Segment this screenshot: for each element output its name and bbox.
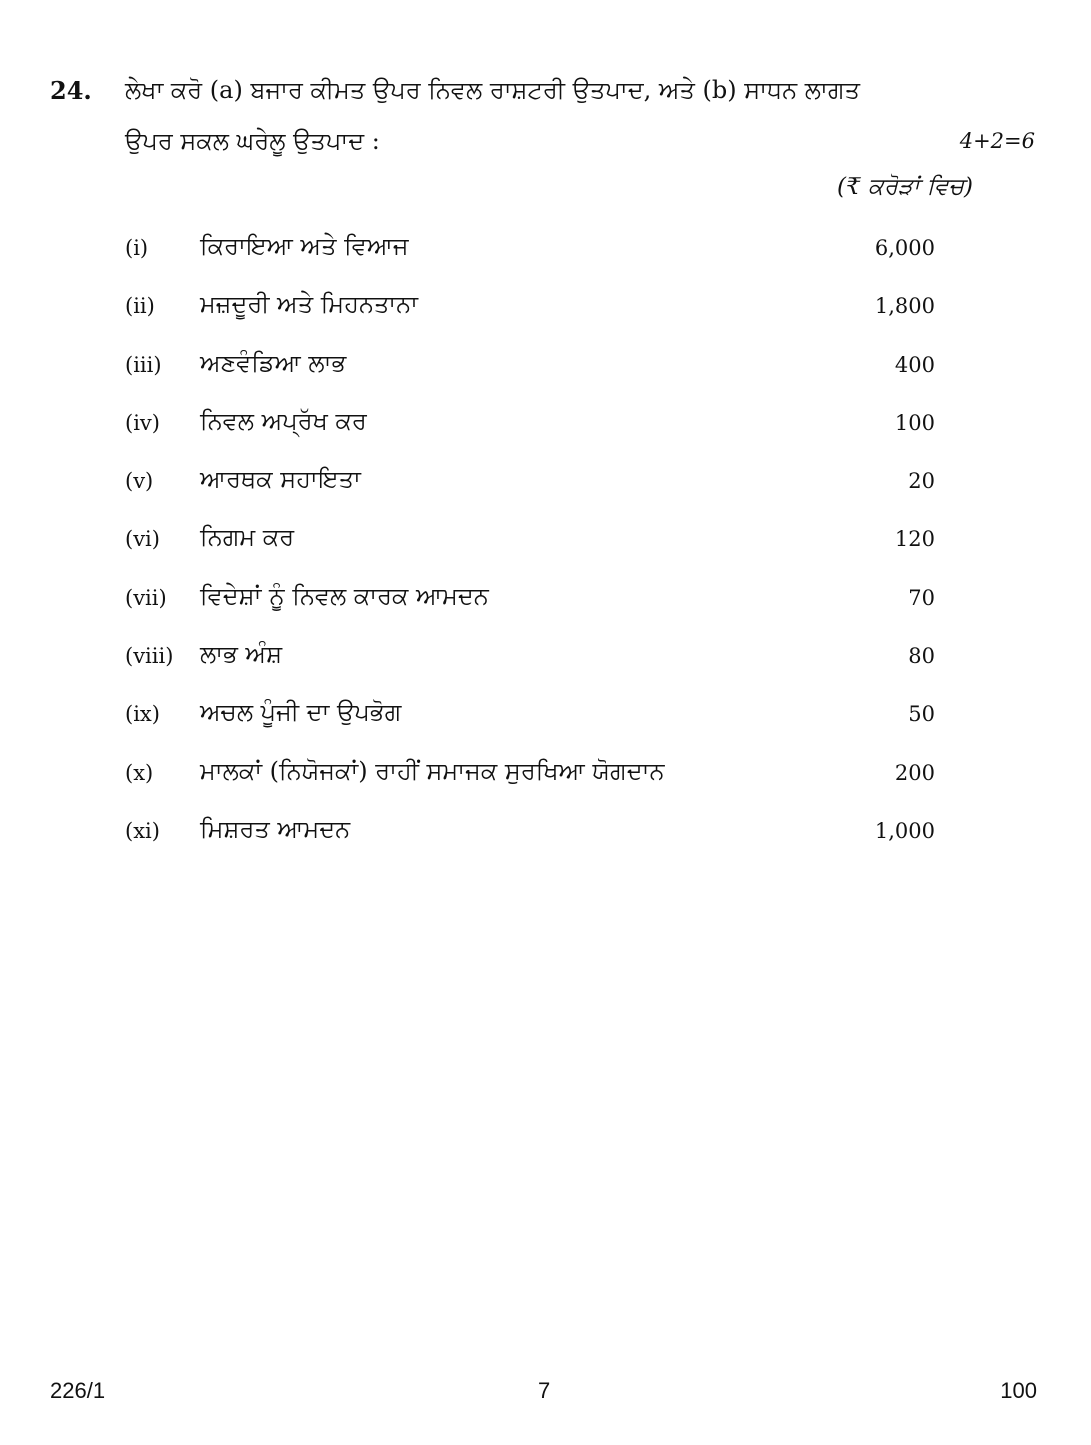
- list-item: [125, 523, 935, 581]
- item-number: (vi): [125, 527, 160, 552]
- item-label: ਵਿਦੇਸ਼ਾਂ ਨੂੰ ਨਿਵਲ ਕਾਰਕ ਆਮਦਨ: [200, 581, 489, 610]
- item-number: (x): [125, 760, 154, 785]
- item-label: ਮਜ਼ਦੂਰੀ ਅਤੇ ਮਿਹਨਤਾਨਾ: [200, 290, 419, 319]
- item-value: 1,800: [874, 294, 935, 319]
- item-number: (viii): [125, 644, 174, 669]
- item-number: (v): [125, 469, 154, 494]
- item-value: 70: [908, 585, 935, 610]
- item-value: 200: [894, 760, 935, 785]
- item-number: (iii): [125, 352, 162, 377]
- item-label: ਨਿਗਮ ਕਰ: [200, 523, 295, 552]
- item-value: 80: [908, 644, 935, 669]
- total-marks: 100: [1000, 1378, 1037, 1403]
- list-item: [125, 757, 935, 815]
- list-item: [125, 349, 935, 407]
- item-label: ਕਿਰਾਇਆ ਅਤੇ ਵਿਆਜ: [200, 232, 409, 260]
- marks-allocation: 4+2=6: [959, 129, 1035, 153]
- page-number: 7: [538, 1378, 551, 1403]
- list-item: [125, 815, 935, 873]
- item-value: 100: [894, 410, 935, 435]
- list-item: [125, 465, 935, 523]
- item-value: 400: [894, 352, 935, 377]
- question-number: 24.: [50, 76, 92, 105]
- item-value: 1,000: [874, 818, 935, 843]
- item-number: (ii): [125, 294, 155, 319]
- item-label: ਮਾਲਕਾਂ (ਨਿਯੋਜਕਾਂ) ਰਾਹੀਂ ਸਮਾਜਕ ਸੁਰਖਿਆ ਯੋਗਦਾਨ: [200, 756, 665, 785]
- items-list: [125, 232, 935, 873]
- list-item: [125, 698, 935, 756]
- item-label: ਮਿਸ਼ਰਤ ਆਮਦਨ: [200, 814, 351, 843]
- question-text-line-1: ਲੇਖਾ ਕਰੋ (a) ਬਜਾਰ ਕੀਮਤ ਉਪਰ ਨਿਵਲ ਰਾਸ਼ਟਰੀ ਉਤਪਾਦ, ਅਤੇ (b) ਸਾਧਨ ਲਾਗਤ: [125, 76, 860, 104]
- list-item: [125, 407, 935, 465]
- unit-note: (₹ ਕਰੋੜਾਂ ਵਿਚ): [837, 174, 973, 200]
- list-item: [125, 640, 935, 698]
- paper-code: 226/1: [50, 1378, 106, 1403]
- item-number: (ix): [125, 702, 160, 727]
- item-label: ਅਚਲ ਪੂੰਜੀ ਦਾ ਉਪਭੋਗ: [200, 698, 402, 727]
- item-label: ਨਿਵਲ ਅਪ੍ਰੱਖ ਕਰ: [200, 406, 367, 435]
- list-item: [125, 290, 935, 348]
- item-value: 120: [894, 527, 935, 552]
- list-item: [125, 582, 935, 640]
- question-text-line-2: ਉਪਰ ਸਕਲ ਘਰੇਲੂ ਉਤਪਾਦ :: [125, 127, 380, 155]
- item-label: ਆਰਥਕ ਸਹਾਇਤਾ: [200, 465, 361, 494]
- list-item: [125, 232, 935, 290]
- item-number: (iv): [125, 410, 160, 435]
- item-value: 6,000: [874, 236, 935, 260]
- item-number: (xi): [125, 818, 160, 843]
- item-label: ਅਣਵੰਡਿਆ ਲਾਭ: [200, 348, 347, 377]
- item-value: 20: [908, 469, 935, 494]
- item-number: (i): [125, 236, 149, 260]
- item-value: 50: [908, 702, 935, 727]
- item-label: ਲਾਭ ਅੰਸ਼: [200, 640, 283, 669]
- item-number: (vii): [125, 585, 167, 610]
